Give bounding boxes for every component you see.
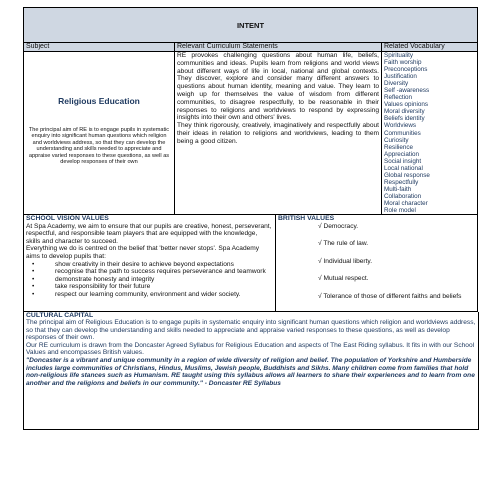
vocab-item: Self -awareness <box>384 87 430 95</box>
school-vision-title: SCHOOL VISION VALUES <box>26 215 109 223</box>
vocab-item: Resilience <box>384 143 414 151</box>
list-item: • take responsibility for their future <box>46 283 273 291</box>
curriculum-paragraph: RE provokes challenging questions about human life, beliefs, communities and ideas. Pupils learn from religions and world views about different ways of life in local, national and global contexts. They discover, explore and consider many different answers to questions about human identity, meaning and value. They learn to weigh up for themselves the value of wisdom from different communities, to disagree respectfully, to be reasonable in their responses to religions and worldviews to respond by expressing insights into their own and others' lives. <box>177 52 379 122</box>
doncaster-quote: "Doncaster is a vibrant and unique community in a region of wide diversity of religion and belief. The population of Yorkshire and Humberside includes large communities of Christians, Hindus, Muslims, Jewish people, Buddhists and Sikhs. Many children come from families that hold non-religious life stances such as Humanism. RE taught using this syllabus allows all learners to share their experiences and to learn from one another and the religions and beliefs in our community." - Doncaster RE Syllabus <box>26 357 475 387</box>
vocab-item: Appreciation <box>384 150 420 158</box>
vocab-item: Curiosity <box>384 136 409 144</box>
vocab-item: Moral character <box>384 199 428 207</box>
subject-aim: The principal aim of RE is to engage pupils in systematic enquiry into significant human questions which religion and worldviews address, so that they can develop the understanding and skills needed to appreciate and appraise varied responses to these questions, as well as develop responses of their own <box>28 126 170 165</box>
vocab-item: Global response <box>384 171 430 179</box>
intent-heading: INTENT <box>24 8 478 43</box>
vocab-item: Values opinions <box>384 101 428 109</box>
vocabulary-cell <box>382 52 478 215</box>
vocab-item: Communities <box>384 129 421 137</box>
vocab-item: Diversity <box>384 80 409 88</box>
vocab-item: Respectfully <box>384 178 419 186</box>
school-vision-intro2: Everything we do is centred on the belief that 'better never stops'. Spa Academy aims to develop pupils that: <box>26 245 260 260</box>
vocab-item: Worldviews <box>384 122 417 130</box>
british-values-cell <box>276 215 478 311</box>
vocab-item: Faith worship <box>384 59 422 67</box>
subject-title: Religious Education <box>58 96 140 106</box>
vocab-item: Justification <box>384 73 417 81</box>
vocab-item: Beliefs identity <box>384 115 425 123</box>
school-vision-intro: At Spa Academy, we aim to ensure that our pupils are creative, honest, perseverant, respectful, and responsible team players that are equipped with the knowledge, skills and character to succeed. <box>26 222 272 245</box>
british-value-item: √ The rule of law. <box>318 240 369 248</box>
vocab-item: Reflection <box>384 94 413 102</box>
british-value-item: √ Individual liberty. <box>318 257 373 265</box>
vocab-item: Moral diversity <box>384 108 425 116</box>
vocab-item: Preconceptions <box>384 66 428 74</box>
cultural-capital-paragraph: Our RE curriculum is drawn from the Doncaster Agreed Syllabus for Religious Education and aspects of The East Riding syllabus. It fits in with our School Values and encompasses British values. <box>26 341 475 357</box>
british-value-item: √ Democracy. <box>318 222 359 230</box>
vocabulary-header: Related Vocabulary <box>382 43 478 52</box>
british-values-list <box>278 223 475 301</box>
curriculum-header: Relevant Curriculum Statements <box>175 43 382 52</box>
vocab-item: Role model <box>384 207 416 215</box>
cultural-capital-title: CULTURAL CAPITAL <box>26 311 94 319</box>
cultural-capital-section <box>23 312 479 430</box>
school-vision-list <box>26 261 273 299</box>
list-item: • demonstrate honesty and integrity <box>46 276 273 284</box>
school-vision-cell <box>24 215 276 311</box>
vocab-item: Local national <box>384 164 423 172</box>
british-value-item: √ Mutual respect. <box>318 275 369 283</box>
cultural-capital-paragraph: The principal aim of Religious Education is to engage pupils in systematic enquiry into significant human questions which religion and worldviews address, so that they can develop the understanding and skills needed to appreciate and appraise varied responses to these questions, as well as develop responses of their own. <box>26 319 476 342</box>
list-item: • recognise that the path to success requires perseverance and teamwork <box>46 268 273 276</box>
intent-table <box>23 7 478 215</box>
curriculum-paragraph: They think rigorously, creatively, imaginatively and respectfully about their ideas in relation to religions and worldviews, leading to them being a good citizen. <box>177 122 379 145</box>
document-page <box>23 7 477 500</box>
values-table <box>23 215 478 311</box>
curriculum-cell <box>175 52 382 215</box>
list-item: • show creativity in their desire to achieve beyond expectations <box>46 261 273 269</box>
vocab-item: Multi-faith <box>384 185 412 193</box>
vocab-item: Spirituality <box>384 52 414 59</box>
vocab-item: Social insight <box>384 157 422 165</box>
vocab-item: Collaboration <box>384 192 422 200</box>
subject-cell <box>24 52 175 215</box>
british-value-item: √ Tolerance of those of different faiths and beliefs <box>318 292 462 300</box>
british-values-title: BRITISH VALUES <box>278 215 335 223</box>
subject-header: Subject <box>24 43 175 52</box>
list-item: • respect our learning community, environment and wider society. <box>46 291 273 299</box>
